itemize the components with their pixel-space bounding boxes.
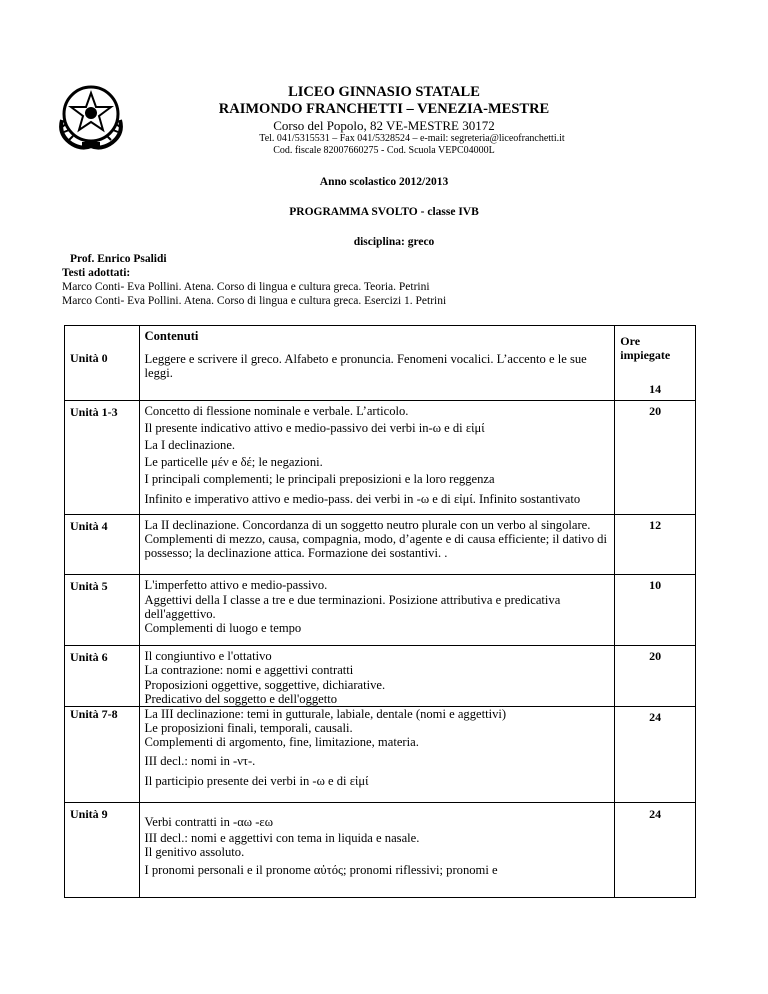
unit-label: Unità 6	[65, 646, 140, 707]
texts-label: Testi adottati:	[62, 267, 131, 279]
school-contacts: Tel. 041/5315531 – Fax 041/5328524 – e-mail: segreteria@liceofranchetti.it	[259, 133, 565, 144]
school-codes: Cod. fiscale 82007660275 - Cod. Scuola VEPC04000L	[273, 145, 495, 156]
school-year: Anno scolastico 2012/2013	[319, 176, 449, 188]
table-row	[65, 349, 696, 400]
table-header-row	[65, 326, 696, 349]
hours-value: 12	[615, 514, 696, 575]
unit-label: Unità 9	[65, 803, 140, 898]
hours-value: 10	[615, 575, 696, 646]
unit-label: Unità 4	[65, 514, 140, 575]
unit-contents: La II declinazione. Concordanza di un soggetto neutro plurale con un verbo al singolare. Complementi di mezzo, causa, compagnia, modo, d’agente e di causa efficiente; il dativo di possesso; la declinazione attica. Formazione dei sostantivi. .	[139, 514, 615, 575]
program-table	[64, 325, 696, 898]
adopted-text-2: Marco Conti- Eva Pollini. Atena. Corso di lingua e cultura greca. Esercizi 1. Petrini	[62, 295, 447, 307]
adopted-text-1: Marco Conti- Eva Pollini. Atena. Corso di lingua e cultura greca. Teoria. Petrini	[62, 281, 430, 293]
unit-contents: Leggere e scrivere il greco. Alfabeto e pronuncia. Fenomeni vocalici. L’accento e le sue leggi.	[139, 349, 615, 400]
hours-value: 24	[615, 803, 696, 898]
hours-value: 24	[615, 707, 696, 803]
hours-value: 14	[649, 382, 662, 397]
hours-header: Ore impiegate 14	[615, 326, 696, 401]
school-name: LICEO GINNASIO STATALE	[288, 84, 480, 100]
table-row	[65, 707, 696, 803]
unit-label: Unità 5	[65, 575, 140, 646]
hours-value: 20	[615, 646, 696, 707]
school-name-city: RAIMONDO FRANCHETTI – VENEZIA-MESTRE	[218, 101, 550, 117]
table-row	[65, 803, 696, 898]
unit-contents: Concetto di flessione nominale e verbale. L’articolo. Il presente indicativo attivo e medio-passivo dei verbi in-ω e di εἰμί La I declinazione. Le particelle μέν e δέ; le negazioni. I principali complementi; le principali preposizioni e la loro reggenza Infinito e imperativo attivo e medio-pass. dei verbi in -ω e di εἰμί. Infinito sostantivato	[139, 400, 615, 514]
table-row	[65, 400, 696, 514]
contents-header: Contenuti	[139, 326, 615, 349]
unit-contents: Verbi contratti in -αω -εω III decl.: nomi e aggettivi con tema in liquida e nasale. Il genitivo assoluto. I pronomi personali e il pronome αὐτός; pronomi riflessivi; pronomi e	[139, 803, 615, 898]
unit-label: Unità 0	[65, 349, 140, 400]
unit-label: Unità 7-8	[65, 707, 140, 803]
unit-contents: Il congiuntivo e l'ottativo La contrazione: nomi e aggettivi contratti Proposizioni oggettive, soggettive, dichiarative. Predicativo del soggetto e dell'oggetto	[139, 646, 615, 707]
table-row	[65, 646, 696, 707]
unit-label: Unità 1-3	[65, 400, 140, 514]
program-title: PROGRAMMA SVOLTO - classe IVB	[289, 206, 479, 218]
hours-value: 20	[615, 400, 696, 514]
unit-contents: L'imperfetto attivo e medio-passivo. Aggettivi della I classe a tre e due terminazioni. Posizione attributiva e predicativa dell'aggettivo. Complementi di luogo e tempo	[139, 575, 615, 646]
discipline: disciplina: greco	[353, 236, 435, 248]
table-row	[65, 514, 696, 575]
teacher-name: Prof. Enrico Psalidi	[70, 253, 167, 265]
unit-contents: La III declinazione: temi in gutturale, labiale, dentale (nomi e aggettivi) Le proposizioni finali, temporali, causali. Complementi di argomento, fine, limitazione, materia. III decl.: nomi in -ντ-. Il participio presente dei verbi in -ω e di εἰμί	[139, 707, 615, 803]
table-row	[65, 575, 696, 646]
school-address: Corso del Popolo, 82 VE-MESTRE 30172	[273, 118, 495, 133]
